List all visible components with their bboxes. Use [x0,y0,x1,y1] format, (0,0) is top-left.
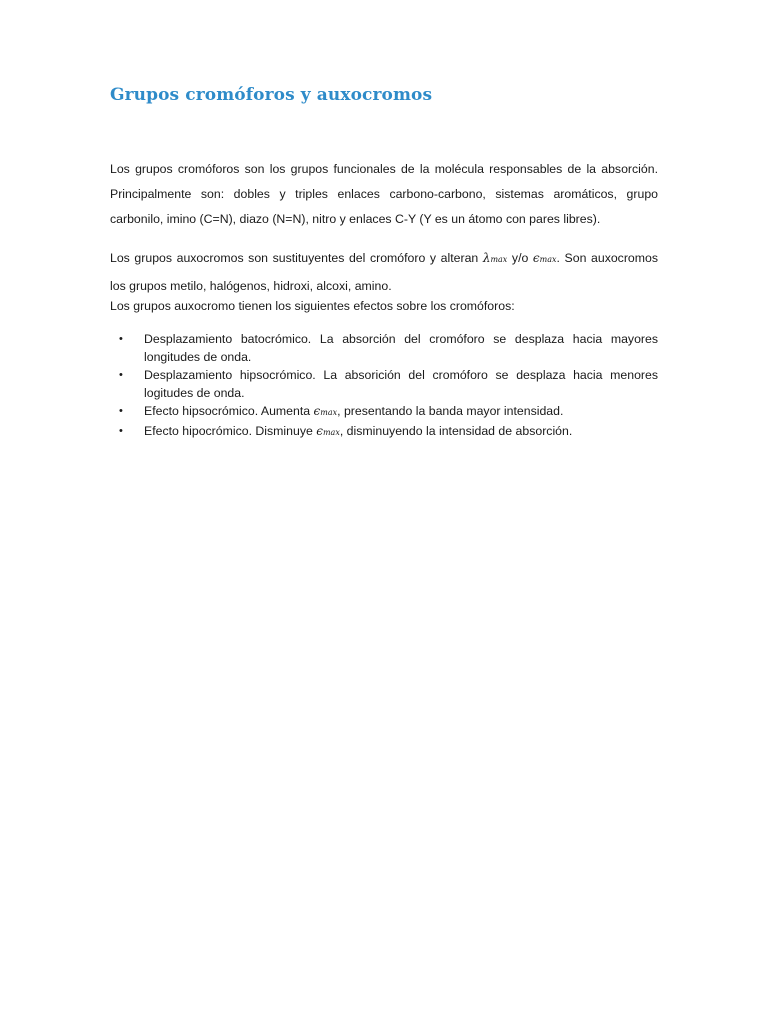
list-item [110,422,658,442]
epsilon-symbol: ϵ [316,424,323,438]
effect-text-post: , presentando la banda mayor intensidad. [337,404,564,418]
lambda-subscript: max [490,255,508,264]
page-title: Grupos cromóforos y auxocromos [110,85,433,105]
paragraph-cromoforos: Los grupos cromóforos son los grupos funcionales de la molécula responsables de la absorción. Principalmente son: dobles y triples enlaces carbono-carbono, sistemas aromáticos, grupo carbonilo, imino (C=N), diazo (N=N), nitro y enlaces C-Y (Y es un átomo con pares libres). [110,162,658,226]
epsilon-symbol: ϵ [532,251,540,265]
effect-text-post: , disminuyendo la intensidad de absorción. [339,424,573,438]
paragraph-auxocromos-part3: . Son auxocromos los grupos metilo, halógenos, hidroxi, alcoxi, amino. [110,251,658,293]
lambda-symbol: λ [482,251,491,265]
list-item [110,330,658,366]
paragraph-auxocromos-part2: y/o [507,251,533,265]
epsilon-subscript: max [539,255,557,264]
epsilon-subscript: max [322,428,340,437]
epsilon-subscript: max [320,408,338,417]
paragraph-auxocromos [110,245,658,299]
effect-text: Desplazamiento hipsocrómico. La absorición del cromóforo se desplaza hacia menores logitudes de onda. [144,368,658,400]
effects-list [110,330,658,442]
epsilon-symbol: ϵ [313,404,321,418]
effect-text: Desplazamiento batocrómico. La absorción del cromóforo se desplaza hacia mayores longitudes de onda. [144,332,658,364]
effect-text-pre: Efecto hipsocrómico. Aumenta [144,404,314,418]
list-item [110,366,658,402]
paragraph-efectos-intro: Los grupos auxocromo tienen los siguientes efectos sobre los cromóforos: [110,299,515,313]
bullet-icon: • [119,333,123,345]
bullet-icon: • [119,405,123,417]
list-item [110,402,658,422]
bullet-icon: • [119,369,123,381]
paragraph-auxocromos-part1: Los grupos auxocromos son sustituyentes del cromóforo y alteran [110,251,483,265]
bullet-icon: • [119,425,123,437]
effect-text-pre: Efecto hipocrómico. Disminuye [144,424,317,438]
